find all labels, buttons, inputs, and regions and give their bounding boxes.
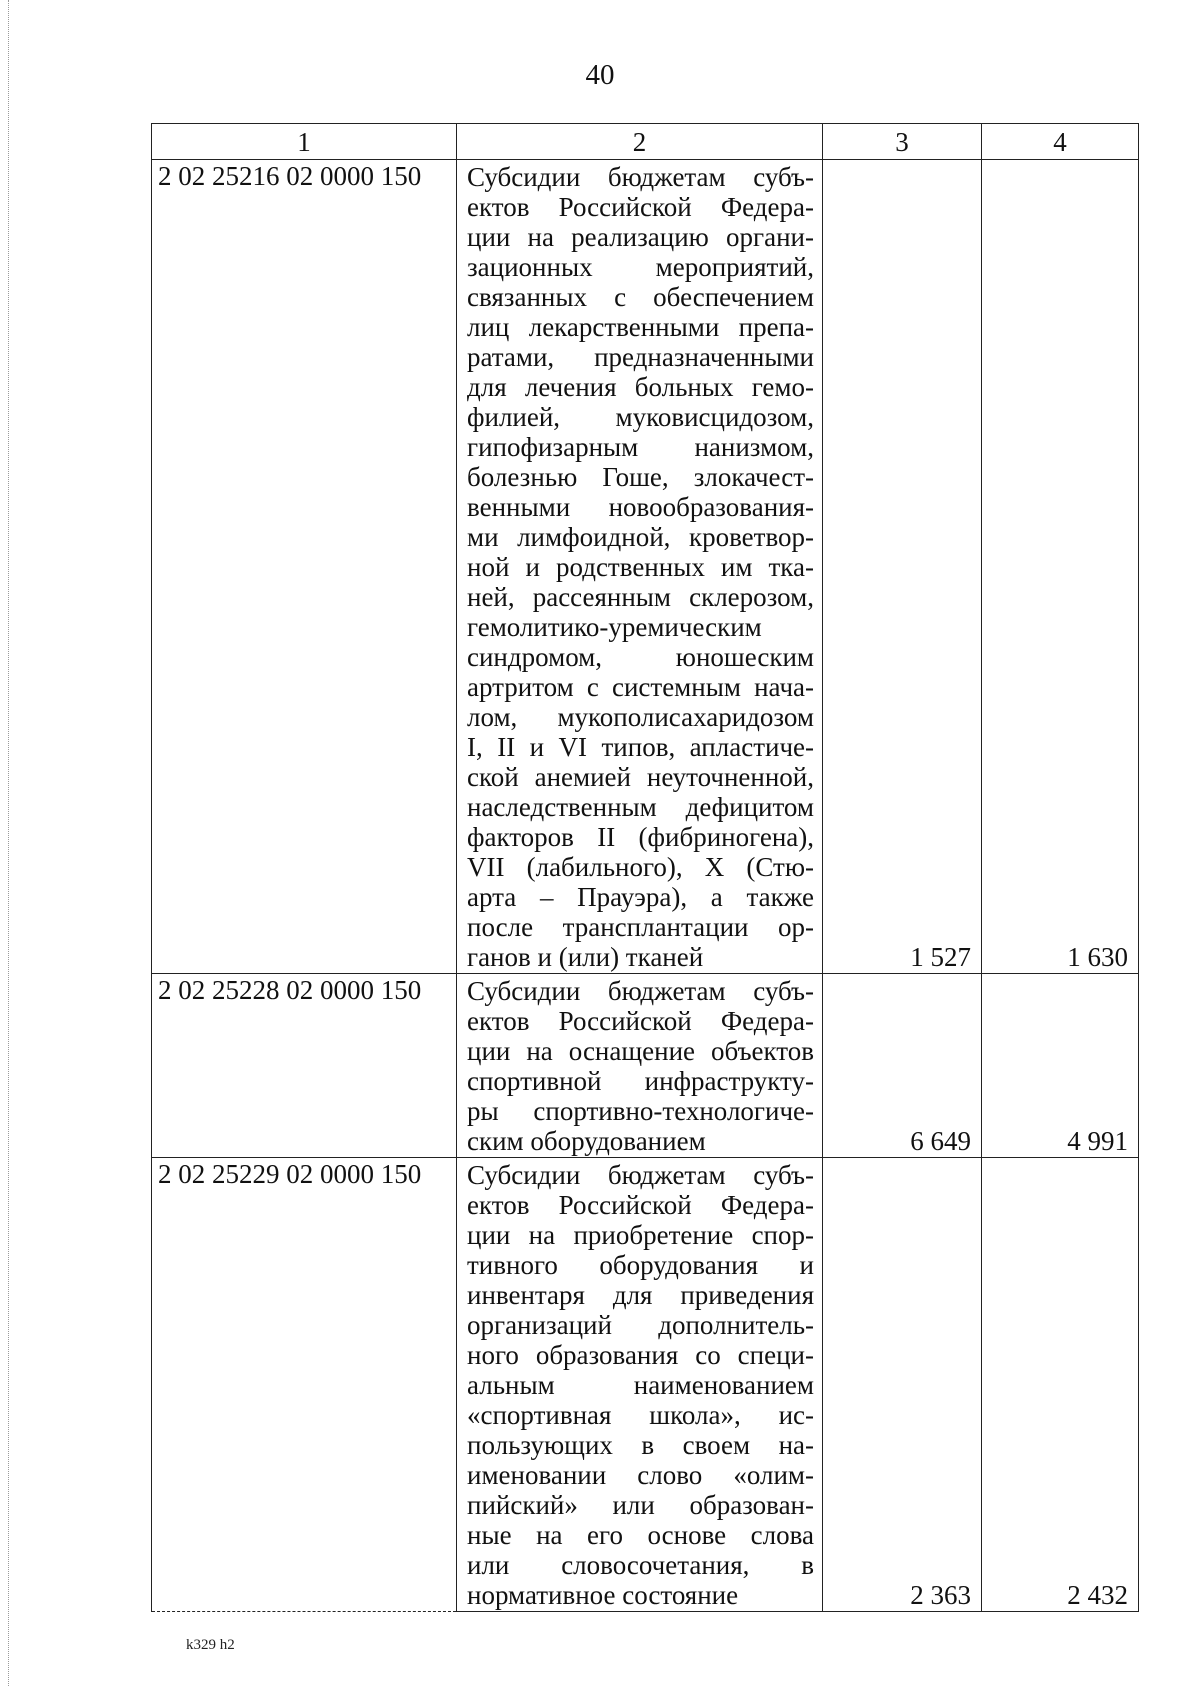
description-line: ной и родственных им тка-	[467, 552, 814, 582]
footer-document-code: k329 h2	[186, 1637, 235, 1653]
description-line: факторов II (фибриногена),	[467, 822, 814, 852]
description-line: венными новообразования-	[467, 492, 814, 522]
description-line: после трансплантации ор-	[467, 912, 814, 942]
value-col-4: 4 991	[982, 974, 1139, 1158]
description-line: связанных с обеспечением	[467, 282, 814, 312]
header-col-2: 2	[457, 124, 823, 160]
value-col-4: 1 630	[982, 160, 1139, 974]
description-line: пользующих в своем на-	[467, 1430, 814, 1460]
description-line: организаций дополнитель-	[467, 1310, 814, 1340]
description-line: ми лимфоидной, кроветвор-	[467, 522, 814, 552]
description-line: гемолитико-уремическим	[467, 612, 762, 642]
description-line: зационных мероприятий,	[467, 252, 814, 282]
description-line: инвентаря для приведения	[467, 1280, 814, 1310]
description-line: или словосочетания, в	[467, 1550, 814, 1580]
description-line: филией, муковисцидозом,	[467, 402, 814, 432]
row-description	[457, 160, 823, 974]
description-line: ного образования со специ-	[467, 1340, 814, 1370]
description-line: альным наименованием	[467, 1370, 814, 1400]
description-line: спортивной инфраструкту-	[467, 1066, 814, 1096]
description-line: ные на его основе слова	[467, 1520, 814, 1550]
description-line: арта – Прауэра), а также	[467, 882, 814, 912]
description-line: ектов Российской Федера-	[467, 192, 814, 222]
description-line: гипофизарным нанизмом,	[467, 432, 814, 462]
value-col-3: 6 649	[823, 974, 982, 1158]
value-col-3: 1 527	[823, 160, 982, 974]
description-line: ней, рассеянным склерозом,	[467, 582, 814, 612]
value-col-4: 2 432	[982, 1158, 1139, 1612]
description-line: ским оборудованием	[467, 1126, 706, 1156]
description-line: нормативное состояние	[467, 1580, 739, 1610]
description-line: пийский» или образован-	[467, 1490, 814, 1520]
table-row	[152, 974, 1139, 1158]
budget-table	[151, 123, 1139, 1612]
row-description	[457, 974, 823, 1158]
budget-code: 2 02 25216 02 0000 150	[152, 160, 457, 974]
description-line: ции на приобретение спор-	[467, 1220, 814, 1250]
description-line: Субсидии бюджетам субъ-	[467, 162, 814, 192]
budget-code: 2 02 25229 02 0000 150	[152, 1158, 457, 1612]
description-line: «спортивная школа», ис-	[467, 1400, 814, 1430]
description-line: лом, мукополисахаридозом	[467, 702, 814, 732]
description-line: артритом с системным нача-	[467, 672, 814, 702]
page-left-edge	[8, 0, 9, 1686]
description-line: Субсидии бюджетам субъ-	[467, 1160, 814, 1190]
header-col-3: 3	[823, 124, 982, 160]
description-line: синдромом, юношеским	[467, 642, 814, 672]
description-line: наследственным дефицитом	[467, 792, 814, 822]
description-line: лиц лекарственными препа-	[467, 312, 814, 342]
description-line: для лечения больных гемо-	[467, 372, 814, 402]
header-col-4: 4	[982, 124, 1139, 160]
table-row	[152, 1158, 1139, 1612]
page-number: 40	[585, 59, 615, 91]
table-row	[152, 160, 1139, 974]
description-line: Субсидии бюджетам субъ-	[467, 976, 814, 1006]
description-line: ской анемией неуточненной,	[467, 762, 814, 792]
description-line: VII (лабильного), X (Стю-	[467, 852, 814, 882]
description-line: болезнью Гоше, злокачест-	[467, 462, 814, 492]
value-col-3: 2 363	[823, 1158, 982, 1612]
description-line: ры спортивно-технологиче-	[467, 1096, 814, 1126]
description-line: ции на реализацию органи-	[467, 222, 814, 252]
header-col-1: 1	[152, 124, 457, 160]
description-line: ганов и (или) тканей	[467, 942, 704, 972]
description-line: ектов Российской Федера-	[467, 1006, 814, 1036]
description-line: тивного оборудования и	[467, 1250, 814, 1280]
row-description	[457, 1158, 823, 1612]
description-line: ции на оснащение объектов	[467, 1036, 814, 1066]
table-header-row	[152, 124, 1139, 160]
description-line: I, II и VI типов, апластиче-	[467, 732, 814, 762]
description-line: ратами, предназначенными	[467, 342, 814, 372]
description-line: именовании слово «олим-	[467, 1460, 814, 1490]
budget-code: 2 02 25228 02 0000 150	[152, 974, 457, 1158]
description-line: ектов Российской Федера-	[467, 1190, 814, 1220]
